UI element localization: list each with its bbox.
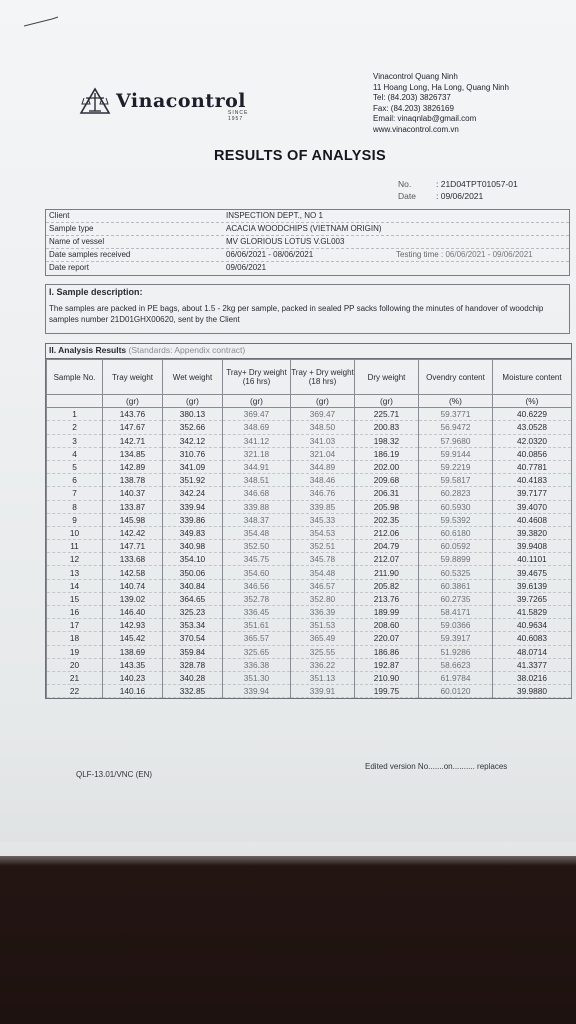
table-cell: 189.99 [355, 606, 419, 619]
table-cell: 59.3771 [419, 408, 493, 421]
table-cell: 212.07 [355, 553, 419, 566]
table-cell: 41.3377 [493, 658, 572, 671]
info-value: 06/06/2021 - 08/06/2021 [226, 250, 314, 259]
table-cell: 1 [47, 408, 103, 421]
table-cell: 186.86 [355, 645, 419, 658]
table-cell: 204.79 [355, 540, 419, 553]
info-row-sample-type [46, 223, 569, 236]
sample-description-box [45, 284, 570, 334]
table-cell: 352.66 [163, 421, 223, 434]
table-cell: 328.78 [163, 658, 223, 671]
table-cell: 140.23 [103, 671, 163, 684]
table-cell: 22 [47, 685, 103, 698]
table-cell: 16 [47, 606, 103, 619]
table-cell: 342.24 [163, 487, 223, 500]
table-cell: 147.67 [103, 421, 163, 434]
table-cell: 369.47 [291, 408, 355, 421]
form-code: QLF-13.01/VNC (EN) [76, 770, 153, 779]
table-cell: 225.71 [355, 408, 419, 421]
table-cell: 354.48 [291, 566, 355, 579]
table-cell: 336.22 [291, 658, 355, 671]
table-cell: 59.3917 [419, 632, 493, 645]
info-row-report [46, 262, 569, 274]
table-cell: 205.82 [355, 579, 419, 592]
table-cell: 340.98 [163, 540, 223, 553]
table-cell: 60.2735 [419, 592, 493, 605]
table-cell: 59.0366 [419, 619, 493, 632]
table-cell: 339.94 [163, 500, 223, 513]
table-cell: 369.47 [223, 408, 291, 421]
table-cell: 210.90 [355, 671, 419, 684]
table-cell: 146.40 [103, 606, 163, 619]
table-row [47, 592, 572, 605]
table-cell: 40.9634 [493, 619, 572, 632]
table-cell: 142.42 [103, 526, 163, 539]
column-header: Moisture content [493, 360, 572, 395]
table-row [47, 408, 572, 421]
table-cell: 61.9784 [419, 671, 493, 684]
table-cell: 60.5325 [419, 566, 493, 579]
table-cell: 134.85 [103, 447, 163, 460]
table-cell: 18 [47, 632, 103, 645]
table-cell: 60.0592 [419, 540, 493, 553]
table-cell: 7 [47, 487, 103, 500]
table-cell: 342.12 [163, 434, 223, 447]
table-cell: 9 [47, 513, 103, 526]
table-cell: 142.58 [103, 566, 163, 579]
table-cell: 346.57 [291, 579, 355, 592]
table-cell: 140.16 [103, 685, 163, 698]
unit-cell: (gr) [355, 395, 419, 408]
table-cell: 340.84 [163, 579, 223, 592]
table-cell: 142.93 [103, 619, 163, 632]
table-cell: 59.9144 [419, 447, 493, 460]
info-value: ACACIA WOODCHIPS (VIETNAM ORIGIN) [226, 224, 382, 233]
table-cell: 211.90 [355, 566, 419, 579]
table-cell: 380.13 [163, 408, 223, 421]
table-cell: 40.4608 [493, 513, 572, 526]
table-row [47, 671, 572, 684]
table-cell: 51.9286 [419, 645, 493, 658]
page-title: RESULTS OF ANALYSIS [214, 148, 386, 164]
table-cell: 2 [47, 421, 103, 434]
table-cell: 39.7265 [493, 592, 572, 605]
table-cell: 142.89 [103, 460, 163, 473]
table-cell: 310.76 [163, 447, 223, 460]
info-value: MV GLORIOUS LOTUS V.GL003 [226, 237, 345, 246]
table-cell: 346.56 [223, 579, 291, 592]
table-cell: 198.32 [355, 434, 419, 447]
table-cell: 339.85 [291, 500, 355, 513]
table-cell: 59.8899 [419, 553, 493, 566]
table-cell: 39.4070 [493, 500, 572, 513]
table-cell: 206.31 [355, 487, 419, 500]
table-row [47, 540, 572, 553]
table-cell: 348.69 [223, 421, 291, 434]
table-cell: 349.83 [163, 526, 223, 539]
info-value: 09/06/2021 [226, 263, 267, 272]
info-row-received [46, 249, 569, 262]
unit-cell [47, 395, 103, 408]
table-cell: 354.53 [291, 526, 355, 539]
analysis-heading-text: II. Analysis Results [49, 345, 127, 355]
table-cell: 202.35 [355, 513, 419, 526]
column-header: Dry weight [355, 360, 419, 395]
table-row [47, 685, 572, 698]
table-cell: 6 [47, 474, 103, 487]
table-row [47, 566, 572, 579]
table-cell: 212.06 [355, 526, 419, 539]
table-cell: 38.0216 [493, 671, 572, 684]
table-cell: 59.2219 [419, 460, 493, 473]
unit-cell: (gr) [103, 395, 163, 408]
table-row [47, 526, 572, 539]
table-cell: 346.68 [223, 487, 291, 500]
table-row [47, 460, 572, 473]
table-row [47, 421, 572, 434]
testing-time-value: : 06/06/2021 - 09/06/2021 [441, 250, 533, 259]
description-text: The samples are packed in PE bags, about 1.5 - 2kg per sample, packed in sealed PP sacks following the minutes of handover of woodchip samples number 21D01GHX00620, sent by the Client [49, 304, 544, 324]
column-header: Wet weight [163, 360, 223, 395]
table-cell: 147.71 [103, 540, 163, 553]
table-cell: 40.7781 [493, 460, 572, 473]
column-header: Tray+ Dry weight (16 hrs) [223, 360, 291, 395]
table-cell: 344.89 [291, 460, 355, 473]
table-cell: 138.69 [103, 645, 163, 658]
logo-text: Vinacontrol [116, 90, 246, 112]
company-tel: Tel: (84.203) 3826737 [373, 93, 451, 102]
table-cell: 345.33 [291, 513, 355, 526]
info-row-client [46, 210, 569, 223]
table-cell: 321.18 [223, 447, 291, 460]
table-cell: 60.0120 [419, 685, 493, 698]
table-cell: 133.87 [103, 500, 163, 513]
table-cell: 348.37 [223, 513, 291, 526]
table-cell: 57.9680 [419, 434, 493, 447]
unit-cell: (gr) [163, 395, 223, 408]
table-row [47, 606, 572, 619]
table-cell: 15 [47, 592, 103, 605]
table-cell: 341.12 [223, 434, 291, 447]
table-cell: 13 [47, 566, 103, 579]
info-label: Date report [49, 263, 90, 272]
table-cell: 348.50 [291, 421, 355, 434]
table-cell: 359.84 [163, 645, 223, 658]
table-cell: 60.5930 [419, 500, 493, 513]
table-cell: 133.68 [103, 553, 163, 566]
table-cell: 40.1101 [493, 553, 572, 566]
table-cell: 41.5829 [493, 606, 572, 619]
info-label: Name of vessel [49, 237, 105, 246]
info-label: Date samples received [49, 250, 131, 259]
table-cell: 208.60 [355, 619, 419, 632]
table-cell: 12 [47, 553, 103, 566]
table-cell: 336.45 [223, 606, 291, 619]
pen-mark-icon [22, 16, 60, 28]
table-cell: 42.0320 [493, 434, 572, 447]
table-cell: 325.55 [291, 645, 355, 658]
table-cell: 21 [47, 671, 103, 684]
description-heading: I. Sample description: [49, 287, 143, 297]
analysis-results-section [45, 343, 572, 699]
table-cell: 40.0856 [493, 447, 572, 460]
table-cell: 200.83 [355, 421, 419, 434]
table-cell: 11 [47, 540, 103, 553]
table-cell: 139.02 [103, 592, 163, 605]
doc-date-value: : 09/06/2021 [436, 191, 484, 201]
table-cell: 58.6623 [419, 658, 493, 671]
table-cell: 339.88 [223, 500, 291, 513]
table-cell: 143.35 [103, 658, 163, 671]
table-row [47, 487, 572, 500]
table-cell: 354.48 [223, 526, 291, 539]
table-cell: 40.4183 [493, 474, 572, 487]
table-cell: 351.30 [223, 671, 291, 684]
table-cell: 142.71 [103, 434, 163, 447]
unit-cell: (%) [493, 395, 572, 408]
info-value: INSPECTION DEPT., NO 1 [226, 211, 323, 220]
table-cell: 40.6083 [493, 632, 572, 645]
doc-date-label: Date [398, 191, 416, 201]
table-cell: 39.7177 [493, 487, 572, 500]
table-cell: 39.9408 [493, 540, 572, 553]
info-row-vessel [46, 236, 569, 249]
table-cell: 205.98 [355, 500, 419, 513]
table-cell: 186.19 [355, 447, 419, 460]
column-header: Tray weight [103, 360, 163, 395]
table-row [47, 579, 572, 592]
table-cell: 43.0528 [493, 421, 572, 434]
table-cell: 40.6229 [493, 408, 572, 421]
table-cell: 213.76 [355, 592, 419, 605]
column-header: Sample No. [47, 360, 103, 395]
table-cell: 340.28 [163, 671, 223, 684]
table-cell: 202.00 [355, 460, 419, 473]
table-cell: 5 [47, 460, 103, 473]
table-cell: 60.3861 [419, 579, 493, 592]
table-cell: 339.91 [291, 685, 355, 698]
table-cell: 17 [47, 619, 103, 632]
table-cell: 3 [47, 434, 103, 447]
table-cell: 351.92 [163, 474, 223, 487]
table-cell: 220.07 [355, 632, 419, 645]
table-cell: 325.65 [223, 645, 291, 658]
analysis-standards: (Standards: Appendix contract) [128, 345, 246, 355]
units-row [47, 395, 572, 408]
table-cell: 58.4171 [419, 606, 493, 619]
table-cell: 59.5392 [419, 513, 493, 526]
table-row [47, 434, 572, 447]
table-cell: 352.80 [291, 592, 355, 605]
table-cell: 365.57 [223, 632, 291, 645]
table-row [47, 500, 572, 513]
table-row [47, 632, 572, 645]
table-cell: 344.91 [223, 460, 291, 473]
table-cell: 56.9472 [419, 421, 493, 434]
document-number-block [398, 178, 518, 202]
table-cell: 354.60 [223, 566, 291, 579]
table-row [47, 553, 572, 566]
table-cell: 365.49 [291, 632, 355, 645]
table-cell: 350.06 [163, 566, 223, 579]
unit-cell: (gr) [291, 395, 355, 408]
table-cell: 332.85 [163, 685, 223, 698]
table-cell: 339.86 [163, 513, 223, 526]
table-row [47, 658, 572, 671]
table-cell: 348.51 [223, 474, 291, 487]
testing-time-label: Testing time [396, 250, 439, 259]
table-cell: 346.76 [291, 487, 355, 500]
table-cell: 140.37 [103, 487, 163, 500]
table-row [47, 474, 572, 487]
table-cell: 352.51 [291, 540, 355, 553]
table-cell: 336.39 [291, 606, 355, 619]
sample-info-box [45, 209, 570, 276]
company-website: www.vinacontrol.com.vn [373, 124, 459, 134]
table-cell: 145.98 [103, 513, 163, 526]
table-cell: 351.53 [291, 619, 355, 632]
table-row [47, 447, 572, 460]
table-cell: 345.75 [223, 553, 291, 566]
table-cell: 352.78 [223, 592, 291, 605]
table-cell: 4 [47, 447, 103, 460]
company-fax: Fax: (84.203) 3826169 [373, 103, 454, 113]
table-cell: 138.78 [103, 474, 163, 487]
table-cell: 48.0714 [493, 645, 572, 658]
table-cell: 325.23 [163, 606, 223, 619]
company-address: 11 Hoang Long, Ha Long, Quang Ninh [373, 82, 509, 92]
column-header: Tray + Dry weight (18 hrs) [291, 360, 355, 395]
table-row [47, 513, 572, 526]
results-table [46, 359, 572, 698]
table-cell: 336.38 [223, 658, 291, 671]
table-row [47, 645, 572, 658]
table-cell: 345.78 [291, 553, 355, 566]
unit-cell: (%) [419, 395, 493, 408]
table-cell: 199.75 [355, 685, 419, 698]
table-cell: 351.13 [291, 671, 355, 684]
table-cell: 364.65 [163, 592, 223, 605]
table-cell: 20 [47, 658, 103, 671]
table-cell: 39.6139 [493, 579, 572, 592]
table-cell: 140.74 [103, 579, 163, 592]
paper-edge [0, 842, 576, 866]
table-cell: 10 [47, 526, 103, 539]
table-cell: 145.42 [103, 632, 163, 645]
company-name: Vinacontrol Quang Ninh [373, 72, 458, 81]
table-cell: 209.68 [355, 474, 419, 487]
table-cell: 353.34 [163, 619, 223, 632]
table-cell: 352.50 [223, 540, 291, 553]
table-cell: 192.87 [355, 658, 419, 671]
doc-no-label: No. [398, 179, 412, 189]
table-cell: 8 [47, 500, 103, 513]
table-header-row [47, 360, 572, 395]
table-cell: 39.3820 [493, 526, 572, 539]
table-cell: 39.4675 [493, 566, 572, 579]
table-cell: 59.5817 [419, 474, 493, 487]
table-cell: 143.76 [103, 408, 163, 421]
info-label: Sample type [49, 224, 94, 233]
table-cell: 321.04 [291, 447, 355, 460]
scales-logo-icon [78, 86, 112, 116]
table-cell: 341.09 [163, 460, 223, 473]
table-cell: 39.9880 [493, 685, 572, 698]
table-cell: 341.03 [291, 434, 355, 447]
table-cell: 19 [47, 645, 103, 658]
table-cell: 14 [47, 579, 103, 592]
doc-no-value: : 21D04TPT01057-01 [436, 179, 518, 189]
table-cell: 60.2823 [419, 487, 493, 500]
analysis-heading [46, 344, 571, 359]
column-header: Ovendry content [419, 360, 493, 395]
logo-since: SINCE 1957 [228, 110, 249, 122]
edited-version-note: Edited version No.......on.......... replaces [365, 762, 508, 771]
table-cell: 60.6180 [419, 526, 493, 539]
table-cell: 351.61 [223, 619, 291, 632]
table-cell: 370.54 [163, 632, 223, 645]
table-cell: 354.10 [163, 553, 223, 566]
table-cell: 348.46 [291, 474, 355, 487]
table-row [47, 619, 572, 632]
table-cell: 339.94 [223, 685, 291, 698]
company-contact [373, 72, 509, 135]
unit-cell: (gr) [223, 395, 291, 408]
company-email: Email: vinaqnlab@gmail.com [373, 114, 477, 123]
info-label: Client [49, 211, 70, 220]
company-logo [78, 86, 249, 122]
